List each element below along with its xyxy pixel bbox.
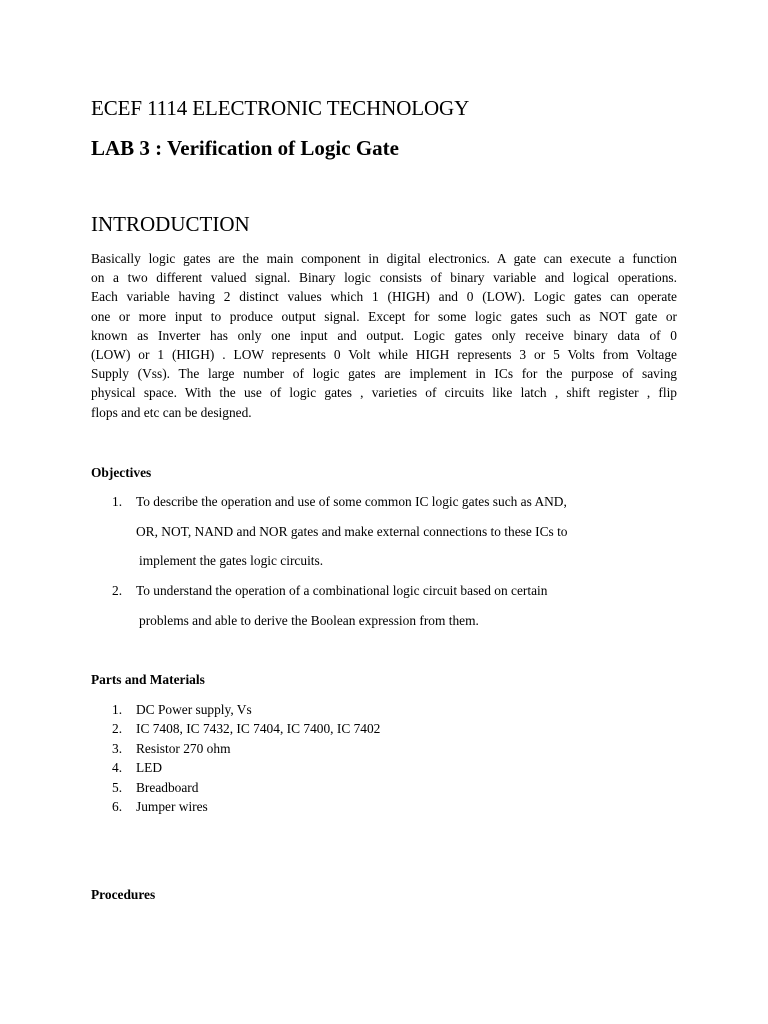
objective-number: 1.	[112, 494, 123, 509]
list-item-number: 6.	[112, 798, 123, 814]
list-item-text: IC 7408, IC 7432, IC 7404, IC 7400, IC 7402	[136, 721, 381, 737]
paragraph-line: on a two different valued signal. Binary logic consists of binary variable and logical operations.	[91, 270, 677, 286]
list-item-text: Resistor 270 ohm	[136, 740, 231, 756]
list-item-text: Breadboard	[136, 779, 199, 795]
objectives-heading: Objectives	[91, 465, 152, 480]
paragraph-line: Basically logic gates are the main component in digital electronics. A gate can execute a function	[91, 251, 677, 266]
list-item-number: 3.	[112, 740, 123, 756]
list-item-text: Jumper wires	[136, 798, 208, 814]
paragraph-line: Supply (Vss). The large number of logic gates are implement in ICs for the purpose of saving	[91, 366, 677, 382]
objective-number: 2.	[112, 583, 123, 598]
paragraph-line: Each variable having 2 distinct values which 1 (HIGH) and 0 (LOW). Logic gates can operate	[91, 289, 677, 305]
procedures-heading: Procedures	[91, 887, 156, 902]
objective-line: problems and able to derive the Boolean expression from them.	[139, 613, 479, 628]
objective-line: implement the gates logic circuits.	[139, 553, 324, 568]
list-item-text: DC Power supply, Vs	[136, 702, 252, 717]
introduction-heading: INTRODUCTION	[91, 212, 250, 236]
paragraph-line: (LOW) or 1 (HIGH) . LOW represents 0 Volt while HIGH represents 3 or 5 Volts from Voltage	[91, 346, 677, 362]
list-item-number: 4.	[112, 760, 123, 776]
list-item-number: 2.	[112, 721, 123, 737]
objective-line: To understand the operation of a combinational logic circuit based on certain	[136, 583, 548, 598]
list-item-number: 5.	[112, 779, 123, 795]
objective-line: OR, NOT, NAND and NOR gates and make external connections to these ICs to	[136, 524, 568, 539]
lab-title: LAB 3 : Verification of Logic Gate	[91, 136, 399, 160]
paragraph-line: physical space. With the use of logic gates , varieties of circuits like latch , shift register , flip	[91, 385, 677, 401]
introduction-paragraph	[91, 249, 677, 422]
list-item-text: LED	[136, 760, 163, 776]
objective-line: To describe the operation and use of some common IC logic gates such as AND,	[136, 494, 567, 509]
paragraph-line: one or more input to produce output signal. Except for some logic gates such as NOT gate or	[91, 308, 677, 324]
course-title: ECEF 1114 ELECTRONIC TECHNOLOGY	[91, 96, 470, 120]
list-item-number: 1.	[112, 702, 123, 717]
paragraph-line: flops and etc can be designed.	[91, 404, 252, 420]
parts-heading: Parts and Materials	[91, 672, 205, 687]
paragraph-line: known as Inverter has only one input and output. Logic gates only receive binary data of 0	[91, 327, 677, 343]
